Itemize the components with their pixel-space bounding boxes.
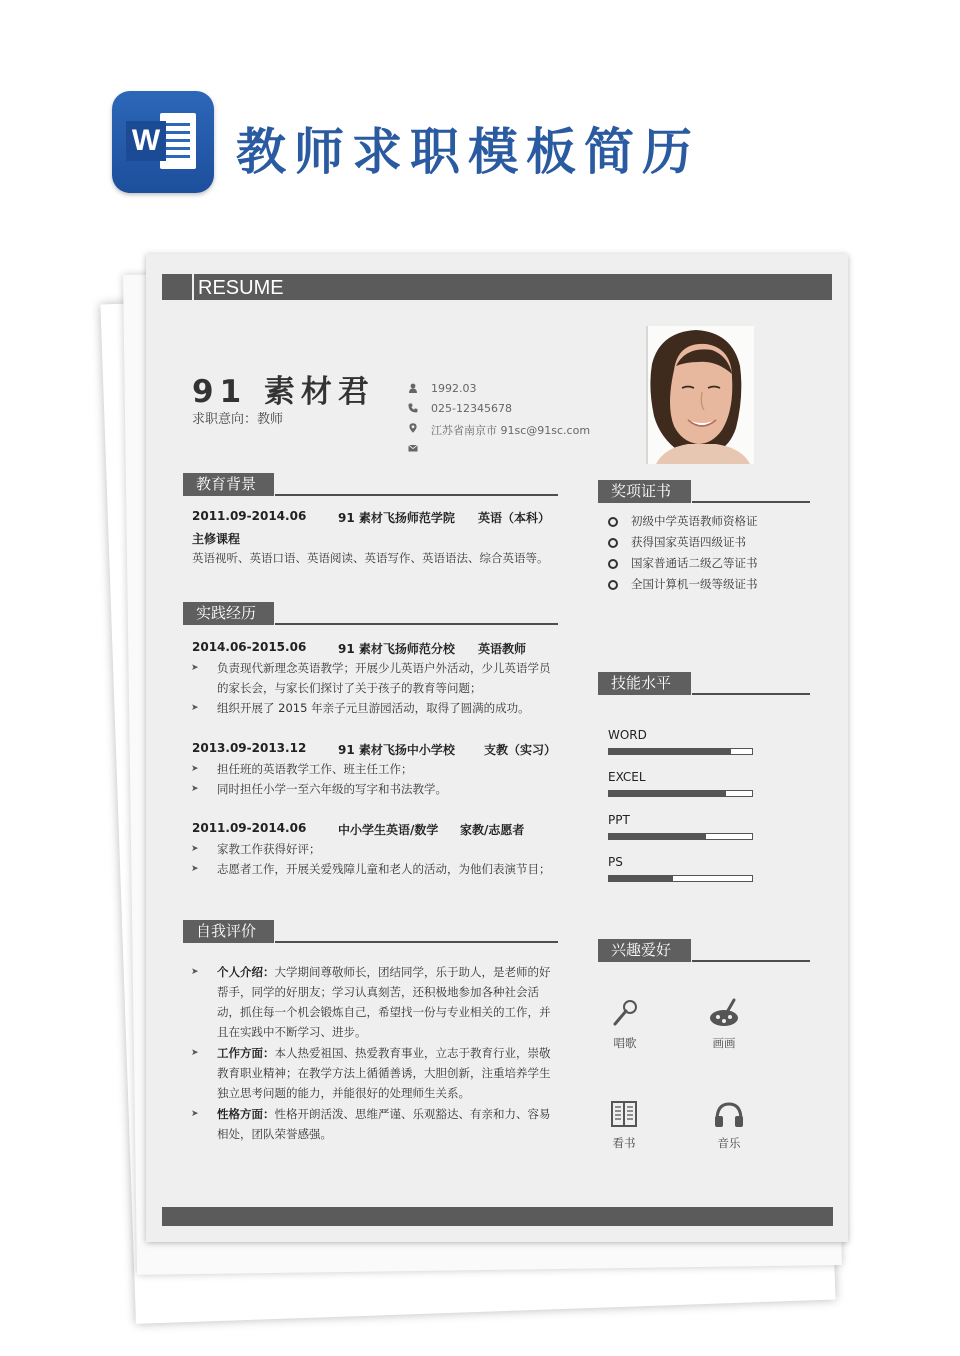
- self-eval-work: ➤ 工作方面：本人热爱祖国、热爱教育事业，立志于教育行业，崇敬教育职业精神；在教学方法上循循善诱，大胆创新，注重培养学生独立思考问题的能力，并能很好的处理师生关系。: [191, 1046, 551, 1100]
- skill-word: WORD: [608, 728, 753, 755]
- hobby-singing: 唱歌: [595, 994, 655, 1051]
- skills-header: 技能水平: [598, 672, 810, 696]
- awards-header: 奖项证书: [598, 480, 810, 504]
- word-logo-letter: W: [126, 121, 166, 161]
- page-title: 教师求职模板简历: [236, 122, 700, 181]
- experience-2-bullet-1: ➤ 担任班的英语教学工作、班主任工作；: [191, 762, 413, 776]
- candidate-name: 91 素材君: [192, 374, 375, 410]
- courses-label: 主修课程: [192, 532, 241, 546]
- hobby-painting: 画画: [694, 994, 754, 1051]
- resume-footer-bar: [162, 1207, 833, 1226]
- skill-ps: PS: [608, 855, 753, 882]
- self-eval-header: 自我评价: [183, 920, 558, 944]
- courses-text: 英语视听、英语口语、英语阅读、英语写作、英语语法、综合英语等。: [192, 551, 549, 565]
- education-header: 教育背景: [183, 473, 558, 497]
- book-icon: [610, 1100, 638, 1128]
- person-icon: [408, 383, 418, 393]
- microphone-icon: [610, 998, 640, 1028]
- palette-icon: [708, 998, 740, 1028]
- experience-2-bullet-2: ➤ 同时担任小学一至六年级的写字和书法教学。: [191, 782, 447, 796]
- skill-excel: EXCEL: [608, 770, 753, 797]
- experience-header: 实践经历: [183, 602, 558, 626]
- resume-banner: [162, 274, 832, 300]
- experience-1-bullet-2: ➤ 组织开展了 2015 年亲子元旦游园活动，取得了圆满的成功。: [191, 701, 530, 715]
- location-pin-icon: [408, 423, 418, 433]
- resume-sheet: RESUME 91 素材君 求职意向：教师 1992.03 025-12345678 江苏省南京市 91sc@91sc.com 教育背景 2011.09-2014.06 91 素材飞扬师范学院 英语（本科） 主修课程 英语视听、英语口语、英语阅读、英语写作、英语语法、综合英语等。 实践经历 2014.06-2015.06 91 素材飞扬师范分校 英语教师 ➤ 负责现代新理念英语教学；开展少儿英语户外活动，少儿英语学员的家长会，与家长们探讨了关于孩子的教育等问题； ➤ 组织开展了 2015 年亲子元旦游园活动，取得了圆满的成功。 2013.09-2013.12 91 素材飞扬中小学校 支教（实习） ➤ 担任班的英语教学工作、班主任工作； ➤ 同时担任小学一至六年级的写字和书法教学。 2011.09-2014.06 中小学生英语/数学 家教/志愿者 ➤ 家教工作获得好评； ➤ 志愿者工作，开展关爱残障儿童和老人的活动，为他们表演节目； 自我评价 ➤ 个人介绍：大学期间尊敬师长，团结同学，乐于助人，是老师的好帮手，同学的好朋友；学习认真刻苦，还积极地参加各种社会活动，抓住每一个机会锻炼自己，希望找一份与专业相关的工作，并且在实践中不断学习、进步。 ➤ 工作方面：本人热爱祖国、热爱教育事业，立志于教育行业，崇敬教育职业精神；在教学方法上循循善诱，大胆创新，注重培养学生独立思考问题的能力，并能很好的处理师生关系。 ➤ 性格方面：性格开朗活泼、思维严谨、乐观豁达、有亲和力、容易相处，团队荣誉感强。 奖项证书 初级中学英语教师资格证 获得国家英语四级证书 国家普通话二级乙等证书 全国计算机一级等级证书 技能水平 WORD EXCEL PPT PS 兴趣爱好 唱歌 画画 看书 音乐: [146, 254, 848, 1242]
- experience-3-bullet-2: ➤ 志愿者工作，开展关爱残障儿童和老人的活动，为他们表演节目；: [191, 862, 551, 876]
- skill-ppt-level: [609, 834, 706, 839]
- skill-word-level: [609, 749, 731, 754]
- resume-banner-text: RESUME: [198, 277, 284, 299]
- self-eval-intro: ➤ 个人介绍：大学期间尊敬师长，团结同学，乐于助人，是老师的好帮手，同学的好朋友；学习认真刻苦，还积极地参加各种社会活动，抓住每一个机会锻炼自己，希望找一份与专业相关的工作，并且在实践中不断学习、进步。: [191, 965, 551, 1039]
- experience-3-bullet-1: ➤ 家教工作获得好评；: [191, 842, 321, 856]
- headphones-icon: [713, 1100, 745, 1128]
- hobby-reading: 看书: [594, 1094, 654, 1151]
- skill-ps-level: [609, 876, 673, 881]
- skill-excel-level: [609, 791, 726, 796]
- phone-icon: [408, 403, 418, 413]
- profile-photo: [646, 326, 754, 464]
- job-intent: 求职意向：教师: [192, 412, 284, 427]
- self-eval-personality: ➤ 性格方面：性格开朗活泼、思维严谨、乐观豁达、有亲和力、容易相处，团队荣誉感强。: [191, 1107, 551, 1141]
- experience-1-bullet-1: ➤ 负责现代新理念英语教学；开展少儿英语户外活动，少儿英语学员的家长会，与家长们探讨了关于孩子的教育等问题；: [191, 661, 551, 695]
- page-header: [0, 0, 960, 230]
- envelope-icon: [408, 443, 418, 453]
- skill-ppt: PPT: [608, 813, 753, 840]
- hobby-music: 音乐: [699, 1094, 759, 1151]
- hobbies-header: 兴趣爱好: [598, 939, 810, 963]
- word-logo-icon: [112, 91, 214, 193]
